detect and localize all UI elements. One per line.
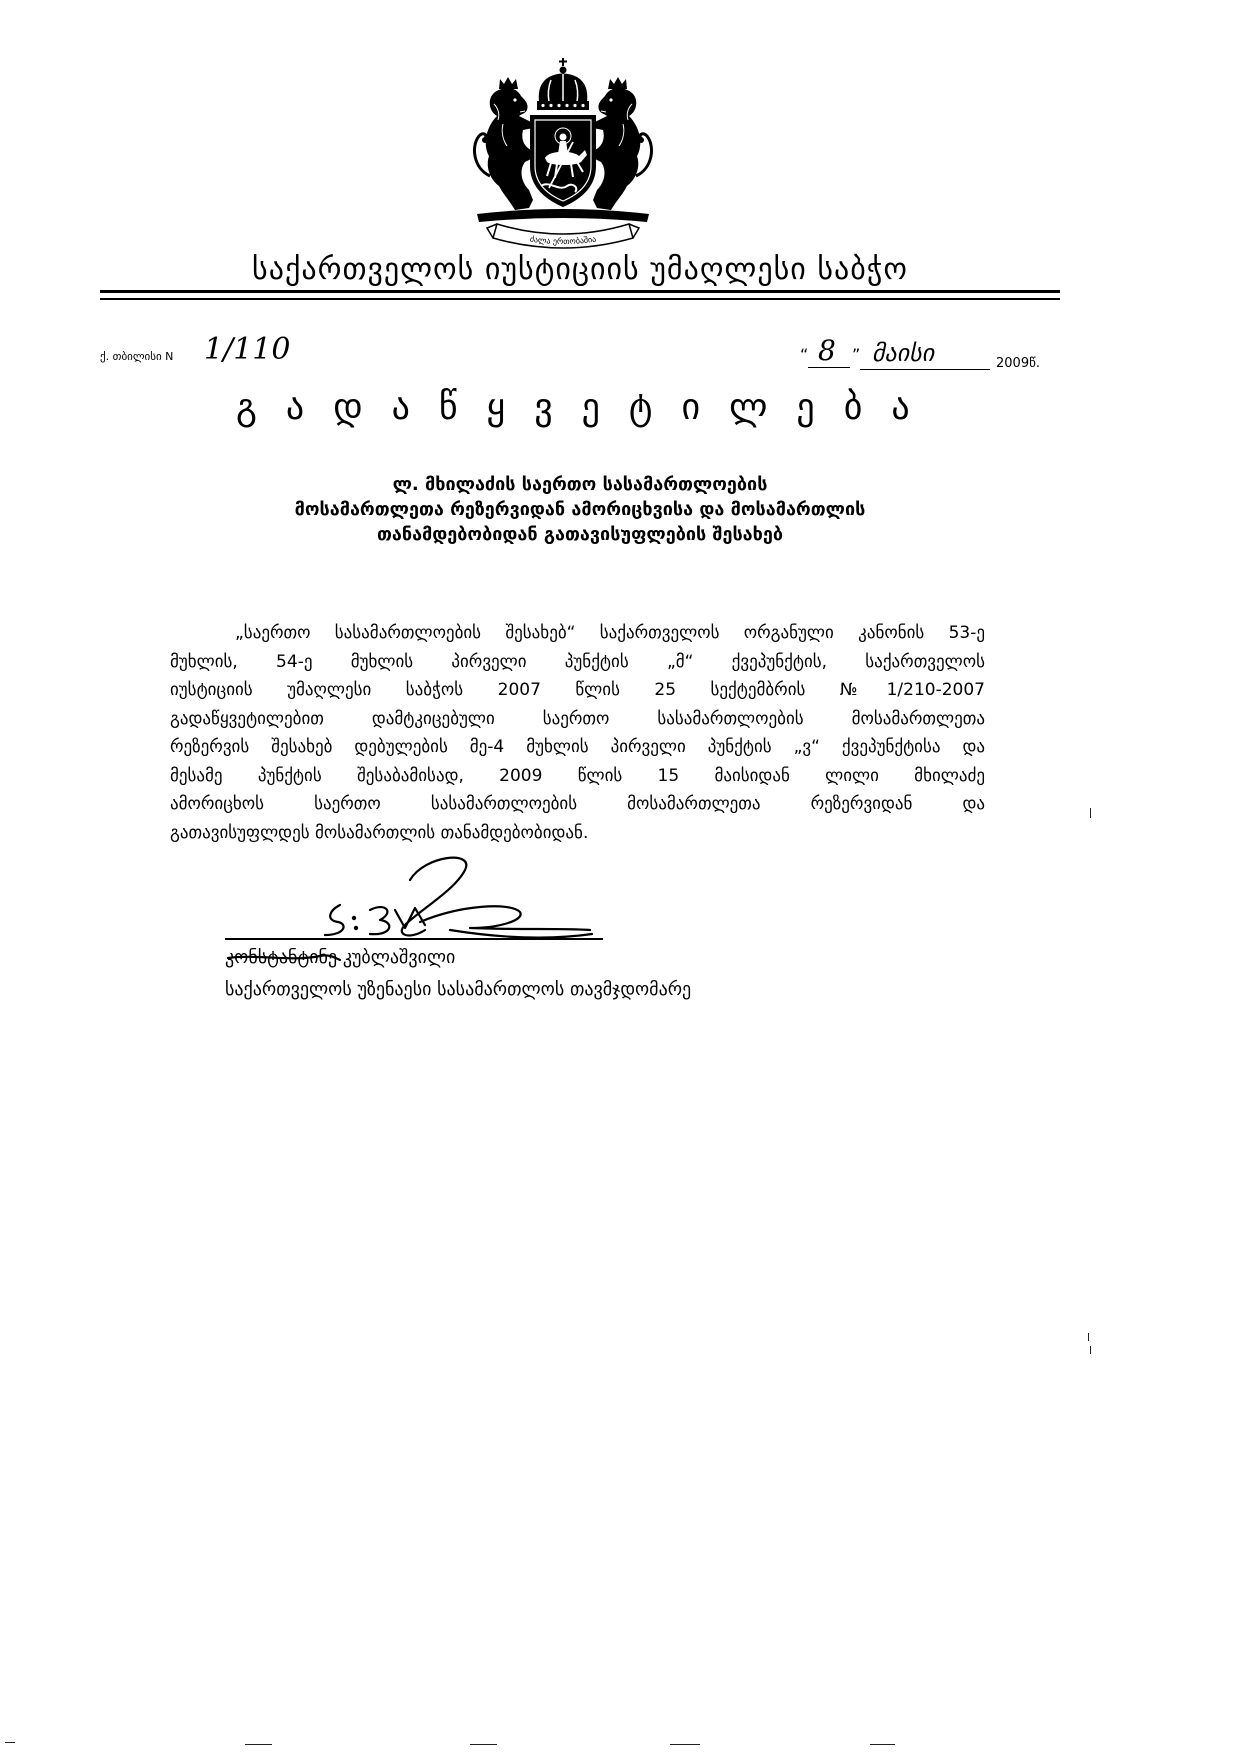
compartment — [477, 209, 649, 222]
date-month-underline — [860, 369, 990, 370]
decision-subject — [100, 472, 1060, 547]
body-line: „საერთო სასამართლოების შესახებ“ საქართველოს ორგანული კანონის 53-ე — [235, 623, 985, 643]
header-rule-thin — [100, 298, 1060, 300]
institution-title: საქართველოს იუსტიციის უმაღლესი საბჭო — [252, 252, 908, 287]
date-day-underline — [808, 367, 850, 368]
scan-artifact — [245, 1744, 272, 1745]
body-line: ამორიცხოს საერთო სასამართლოების მოსამართლეთა რეზერვიდან და — [170, 794, 985, 814]
body-line: რეზერვის შესახებ დებულების მე-4 მუხლის პირველი პუნქტის „ვ“ ქვეპუნქტისა და — [170, 737, 985, 757]
date-year-suffix: წ. — [1029, 356, 1040, 371]
date-year-number: 2009 — [996, 356, 1030, 371]
scan-artifact — [5, 1742, 15, 1743]
date-open-quote: “ — [800, 345, 809, 364]
body-line: მუხლის, 54-ე მუხლის პირველი პუნქტის „მ“ ქვეპუნქტის, საქართველოს — [170, 651, 985, 672]
scan-artifact — [670, 1744, 700, 1745]
shield — [531, 116, 595, 206]
lion-left — [474, 77, 533, 210]
body-line: გადაწყვეტილებით დამტკიცებული საერთო სასამართლოების მოსამართლეთა — [170, 708, 985, 729]
scan-artifact — [1088, 1333, 1089, 1341]
coat-of-arms-emblem — [463, 58, 663, 253]
date-day-handwritten: 8 — [818, 334, 836, 367]
body-line: იუსტიციის უმაღლესი საბჭოს 2007 წლის 25 სექტემბრის №1/210-2007 — [170, 680, 985, 700]
header-rule-thick — [100, 290, 1060, 293]
scan-artifact — [1090, 808, 1091, 818]
body-line: გათავისუფლდეს მოსამართლის თანამდებობიდან. — [170, 822, 589, 843]
signatory-position: საქართველოს უზენაესი სასამართლოს თავმჯდომარე — [225, 979, 692, 1000]
scan-artifact — [1090, 1346, 1091, 1354]
reference-label: ქ. თბილისი N — [100, 350, 174, 363]
scan-artifact — [470, 1744, 497, 1745]
scan-artifact — [870, 1744, 895, 1745]
subject-line: თანამდებობიდან გათავისუფლების შესახებ — [376, 524, 783, 545]
decision-body — [170, 619, 985, 847]
handwritten-signature — [220, 850, 620, 975]
motto-ribbon — [487, 224, 639, 248]
date-month-handwritten: მაისი — [872, 339, 935, 367]
motto-text: ძალა ერთობაშია — [529, 234, 597, 247]
main-crown — [537, 58, 589, 110]
document-title: გადაწყვეტილება — [236, 387, 939, 428]
signatory-name: კონსტანტინე კუბლაშვილი — [225, 947, 456, 968]
body-line: მესამე პუნქტის შესაბამისად, 2009 წლის 15 მაისიდან ლილი მხილაძე — [170, 765, 985, 786]
subject-line: ლ. მხილაძის საერთო სასამართლოების — [392, 474, 768, 495]
date-year — [996, 356, 1040, 371]
subject-line: მოსამართლეთა რეზერვიდან ამორიცხვისა და მოსამართლის — [294, 499, 866, 520]
date-close-quote: ” — [852, 345, 861, 364]
lion-right — [593, 77, 652, 210]
reference-number-handwritten: 1/110 — [204, 332, 291, 367]
